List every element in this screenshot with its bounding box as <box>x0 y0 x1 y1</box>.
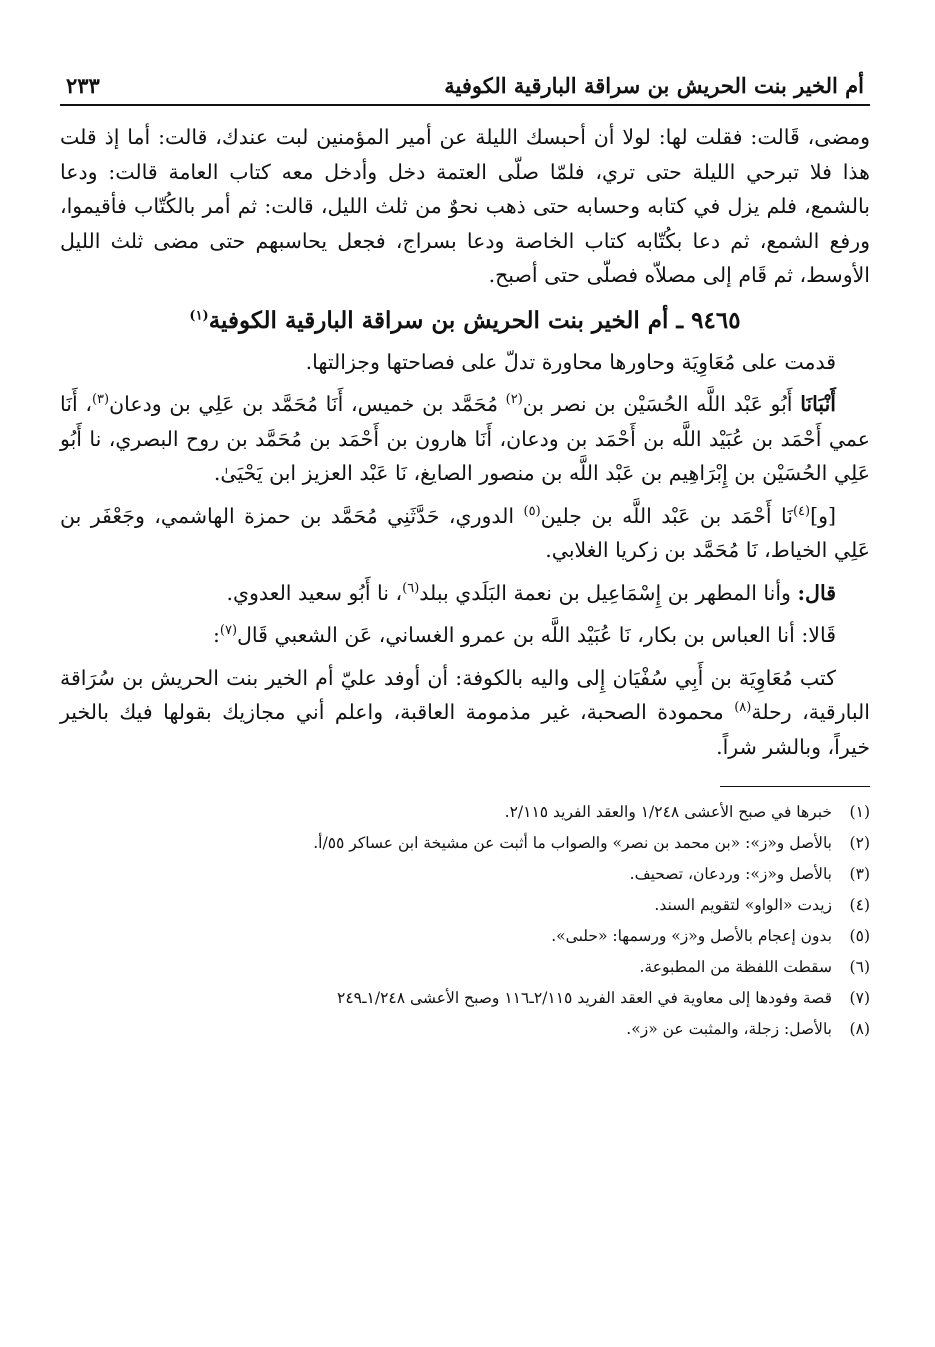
paragraph-6 <box>60 618 870 653</box>
paragraph-3-part-b: مُحَمَّد بن خميس، أَنَا مُحَمَّد بن عَلِي بن ودعان <box>109 392 506 416</box>
paragraph-3 <box>60 387 870 491</box>
footnotes <box>60 797 870 1045</box>
paragraph-3-lead: أَنْبَانَا <box>800 392 836 416</box>
paragraph-2-text: قدمت على مُعَاوِيَة وحاورها محاورة تدلّ على فصاحتها وجزالتها. <box>305 349 836 374</box>
paragraph-7 <box>60 661 870 765</box>
paragraph-6-part-b: : <box>212 623 220 647</box>
footnote-number: (٧) <box>849 989 870 1007</box>
footnote-5 <box>60 921 870 952</box>
footnote-ref-1: (١) <box>189 307 209 323</box>
footnote-number: (٨) <box>849 1020 870 1038</box>
paragraph-4-part-b: نَا أَحْمَد بن عَبْد اللَّه بن جلين <box>540 503 793 528</box>
footnote-ref-3: (٣) <box>91 392 110 408</box>
paragraph-7-part-a: كتب مُعَاوِيَة بن أَبِي سُفْيَان إِلى واليه بالكوفة: أن أوفد عليّ أم الخير بنت الحريش بن سُرَاقة البارقية، رحلة <box>60 665 871 724</box>
footnote-text: قصة وفودها إلى معاوية في العقد الفريد ٢/١١٥ـ١١٦ وصبح الأعشى ١/٢٤٨ـ٢٤٩ <box>337 989 832 1007</box>
running-title: أم الخير بنت الحريش بن سراقة البارقية الكوفية <box>444 73 864 98</box>
page-header <box>60 56 870 106</box>
footnote-text: زيدت «الواو» لتقويم السند. <box>654 896 832 914</box>
footnote-number: (١) <box>849 803 870 821</box>
paragraph-7-part-b: محمودة الصحبة، غير مذمومة العاقبة، واعلم أني مجازيك بقولها فيك بالخير خيراً، وبالشر شراً. <box>60 700 870 759</box>
biography-heading <box>60 303 870 339</box>
footnote-number: (٦) <box>849 958 870 976</box>
paragraph-5-part-a: وأنا المطهر بن إِسْمَاعِيل بن نعمة البَلَدي ببلد <box>419 580 798 605</box>
footnote-8 <box>60 1014 870 1045</box>
paragraph-3-part-c: ، أَنَا عمي أَحْمَد بن عُبَيْد اللَّه بن أَحْمَد بن ودعان، أَنَا هارون بن أَحْمَد بن مُحَمَّد بن روح البصري، نا أَبُو عَلِي الحُسَيْن بن إِبْرَاهِيم بن عَبْد اللَّه بن منصور الصايغ، نَا عَبْد العزيز ابن يَحْيَىٰ. <box>60 392 870 485</box>
book-page <box>60 56 870 1045</box>
footnote-text: بالأصل و«ز»: «بن محمد بن نصر» والصواب ما أثبت عن مشيخة ابن عساكر ٥٥/أ. <box>313 834 832 852</box>
footnote-number: (٥) <box>849 927 870 945</box>
footnote-3 <box>60 859 870 890</box>
footnote-ref-8: (٨) <box>734 700 752 716</box>
footnote-text: خبرها في صبح الأعشى ١/٢٤٨ والعقد الفريد ٢/١١٥. <box>504 803 832 821</box>
footnote-ref-6: (٦) <box>402 580 420 596</box>
footnote-2 <box>60 828 870 859</box>
footnote-number: (٤) <box>849 896 870 914</box>
footnote-4 <box>60 890 870 921</box>
footnote-7 <box>60 983 870 1014</box>
footnote-6 <box>60 952 870 983</box>
main-text <box>60 120 870 764</box>
footnote-text: بالأصل: زجلة، والمثبت عن «ز». <box>626 1020 832 1038</box>
paragraph-3-part-a: أَبُو عَبْد اللَّه الحُسَيْن بن نصر بن <box>522 392 801 416</box>
footnote-divider <box>720 786 870 787</box>
paragraph-2 <box>60 345 870 380</box>
paragraph-5-lead: قال: <box>797 580 836 605</box>
footnote-1 <box>60 797 870 828</box>
paragraph-4 <box>60 499 870 568</box>
paragraph-5 <box>60 576 870 611</box>
paragraph-4-part-c: الدوري، حَدَّثَنِي مُحَمَّد بن حمزة الهاشمي، وجَعْفَر بن عَلِي الخياط، نَا مُحَمَّد بن زكريا الغلابي. <box>60 503 870 562</box>
page-number: ٢٣٣ <box>66 73 100 98</box>
footnote-number: (٣) <box>849 865 870 883</box>
paragraph-6-part-a: قَالا: أنا العباس بن بكار، نَا عُبَيْد اللَّه بن عمرو الغساني، عَن الشعبي قَال <box>237 623 836 647</box>
paragraph-1-text: ومضى، قَالت: فقلت لها: لولا أن أحبسك الليلة عن أمير المؤمنين لبت عندك، قالت: أما إذ قلت هذا فلا تبرحي الليلة حتى تري، فلمّا صلّى العتمة دخل وأدخل معه كتاب العامة قالت: ودعا بالشمع، فلم يزل في كتابه وحسابه حتى ذهب نحوٌ من ثلث الليل، قالت: ثم أمر بالكُتّاب فأقيموا، ورفع الشمع، ثم دعا بكُتّابه كتاب الخاصة ودعا بسراج، فجعل يحاسبهم حتى مضى ثلث الليل الأوسط، ثم قَام إلى مصلاّه فصلّى حتى أصبح. <box>60 125 870 287</box>
biography-heading-text: ٩٤٦٥ ـ أم الخير بنت الحريش بن سراقة البارقية الكوفية <box>208 306 741 334</box>
paragraph-1 <box>60 120 870 293</box>
paragraph-5-part-b: ، نا أَبُو سعيد العدوي. <box>226 580 403 605</box>
paragraph-4-part-a: [و] <box>810 503 836 528</box>
footnote-text: بالأصل و«ز»: وردعان، تصحيف. <box>629 865 832 883</box>
footnote-text: بدون إعجام بالأصل و«ز» ورسمها: «حلىى». <box>551 927 832 945</box>
footnote-ref-2: (٢) <box>505 392 523 408</box>
footnote-ref-4: (٤) <box>792 503 811 519</box>
footnote-ref-7: (٧) <box>219 623 238 639</box>
footnote-ref-5: (٥) <box>523 503 541 519</box>
footnote-text: سقطت اللفظة من المطبوعة. <box>639 958 832 976</box>
footnote-number: (٢) <box>849 834 870 852</box>
